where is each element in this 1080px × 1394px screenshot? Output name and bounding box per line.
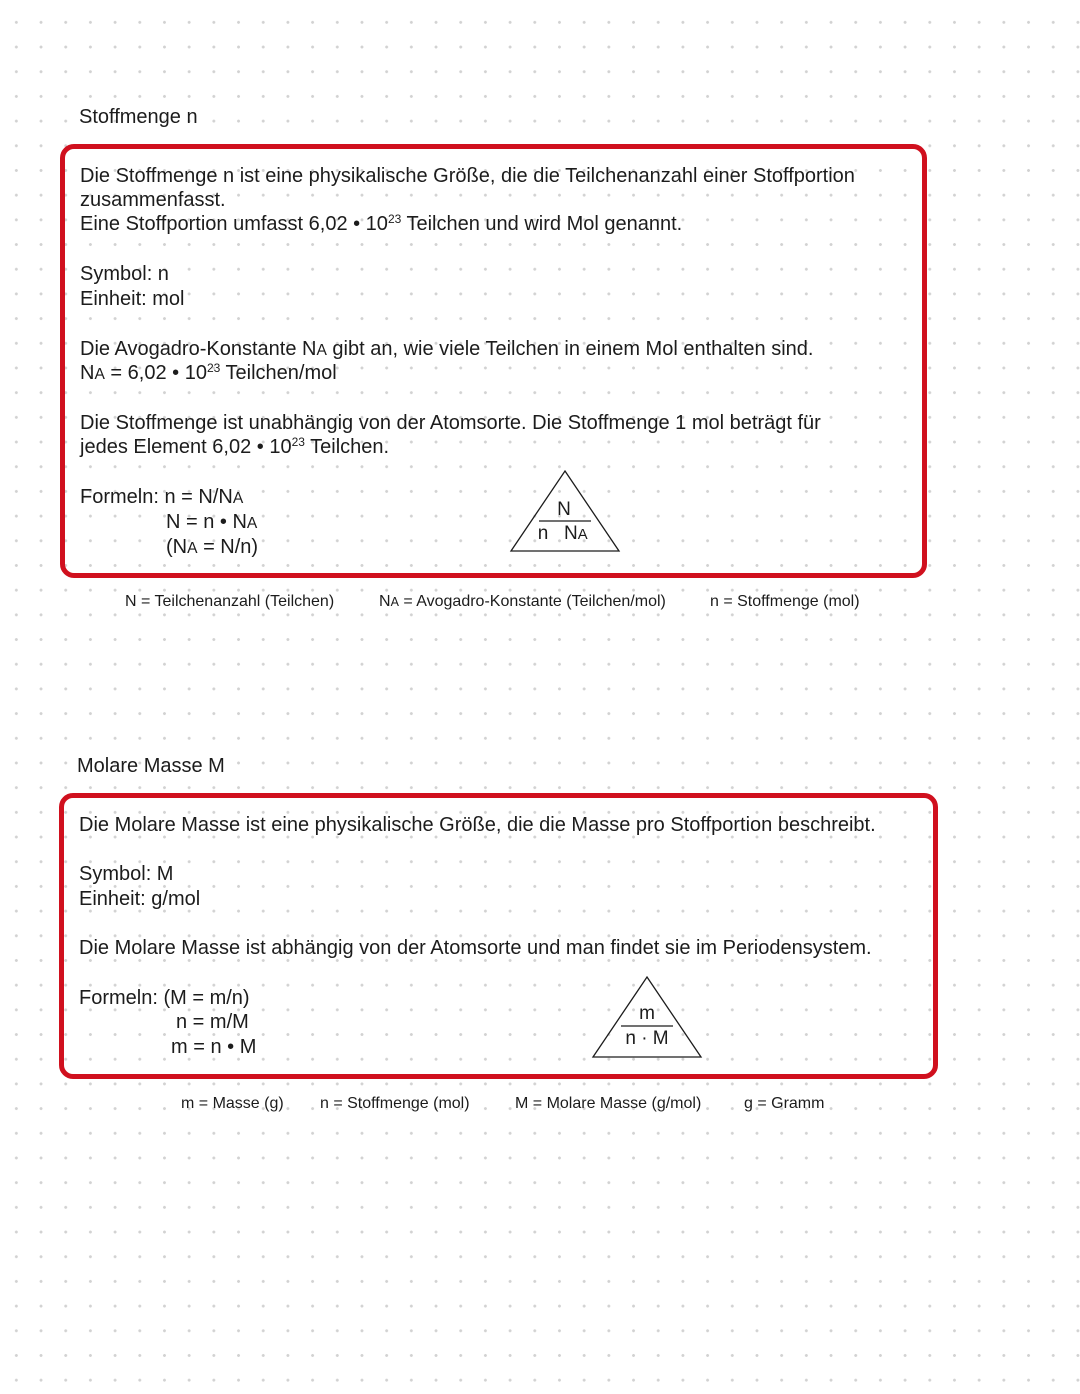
- triangle-bottom-label: n · M: [625, 1028, 669, 1049]
- legend-item: N = Teilchenanzahl (Teilchen): [125, 593, 335, 610]
- text-fragment: Die Avogadro-Konstante N: [80, 338, 317, 360]
- legend-item: m = Masse (g): [181, 1095, 284, 1112]
- legend-item: [379, 592, 666, 612]
- formula-line: m = n • M: [171, 1036, 257, 1058]
- triangle-top-label: m: [639, 1003, 655, 1024]
- subscript: A: [577, 527, 588, 543]
- text-fragment: gibt an, wie viele Teilchen in einem Mol enthalten sind.: [326, 338, 814, 360]
- definition-line: zusammenfasst.: [80, 189, 226, 211]
- text-fragment: N: [80, 362, 95, 384]
- legend-item: n = Stoffmenge (mol): [710, 593, 860, 610]
- definition-line: Die Stoffmenge n ist eine physikalische Größe, die die Teilchenanzahl einer Stoffportion: [80, 165, 855, 187]
- dependence-line: Die Molare Masse ist abhängig von der Atomsorte und man findet sie im Periodensystem.: [79, 937, 872, 959]
- formula-line: [166, 510, 257, 536]
- text-fragment: = Avogadro-Konstante (Teilchen/mol): [398, 593, 666, 610]
- text-fragment: N = n • N: [166, 511, 247, 533]
- exponent: 23: [291, 435, 305, 450]
- unit-line: Einheit: mol: [80, 288, 185, 310]
- text-fragment: Teilchen/mol: [220, 362, 337, 384]
- avogadro-line: [80, 337, 813, 363]
- legend-item: M = Molare Masse (g/mol): [515, 1095, 702, 1112]
- legend-item: g = Gramm: [744, 1095, 825, 1112]
- triangle-bottom-left-label: n: [537, 523, 549, 544]
- subscript: A: [246, 515, 258, 532]
- text-fragment: (N: [166, 536, 188, 558]
- formula-line: [166, 535, 258, 561]
- exponent: 23: [387, 212, 402, 227]
- text-fragment: Formeln: n = N/N: [80, 486, 233, 508]
- formula-line: n = m/M: [176, 1011, 249, 1033]
- text-fragment: jedes Element 6,02 • 10: [80, 436, 292, 458]
- symbol-line: Symbol: n: [80, 263, 169, 285]
- subscript: A: [232, 490, 244, 507]
- exponent: 23: [206, 361, 221, 376]
- triangle-top-label: N: [557, 499, 571, 520]
- definition-line: [80, 212, 682, 238]
- unit-line: Einheit: g/mol: [79, 888, 201, 910]
- text-fragment: Teilchen und wird Mol genannt.: [401, 213, 683, 235]
- symbol-line: Symbol: M: [79, 863, 174, 885]
- subscript: A: [94, 366, 105, 383]
- section-title-stoffmenge: Stoffmenge n: [79, 106, 198, 128]
- text-fragment: Eine Stoffportion umfasst 6,02 • 10: [80, 213, 388, 235]
- text-fragment: = N/n): [197, 536, 259, 558]
- text-fragment: N: [564, 523, 578, 544]
- subscript: A: [316, 342, 327, 359]
- independence-line: Die Stoffmenge ist unabhängig von der Atomsorte. Die Stoffmenge 1 mol beträgt für: [80, 412, 821, 434]
- text-fragment: Teilchen.: [304, 436, 390, 458]
- independence-line: [80, 435, 389, 461]
- avogadro-value-line: [80, 361, 337, 387]
- legend-item: n = Stoffmenge (mol): [320, 1095, 470, 1112]
- text-fragment: N: [379, 593, 391, 610]
- subscript: A: [187, 540, 198, 557]
- definition-line: Die Molare Masse ist eine physikalische Größe, die die Masse pro Stoffportion beschreibt.: [79, 814, 876, 836]
- text-fragment: = 6,02 • 10: [104, 362, 207, 384]
- triangle-bottom-right-label: [564, 523, 588, 546]
- formula-line: Formeln: (M = m/n): [79, 987, 250, 1009]
- formula-line: [80, 485, 243, 511]
- section-title-molare-masse: Molare Masse M: [77, 755, 225, 777]
- subscript: A: [390, 595, 399, 609]
